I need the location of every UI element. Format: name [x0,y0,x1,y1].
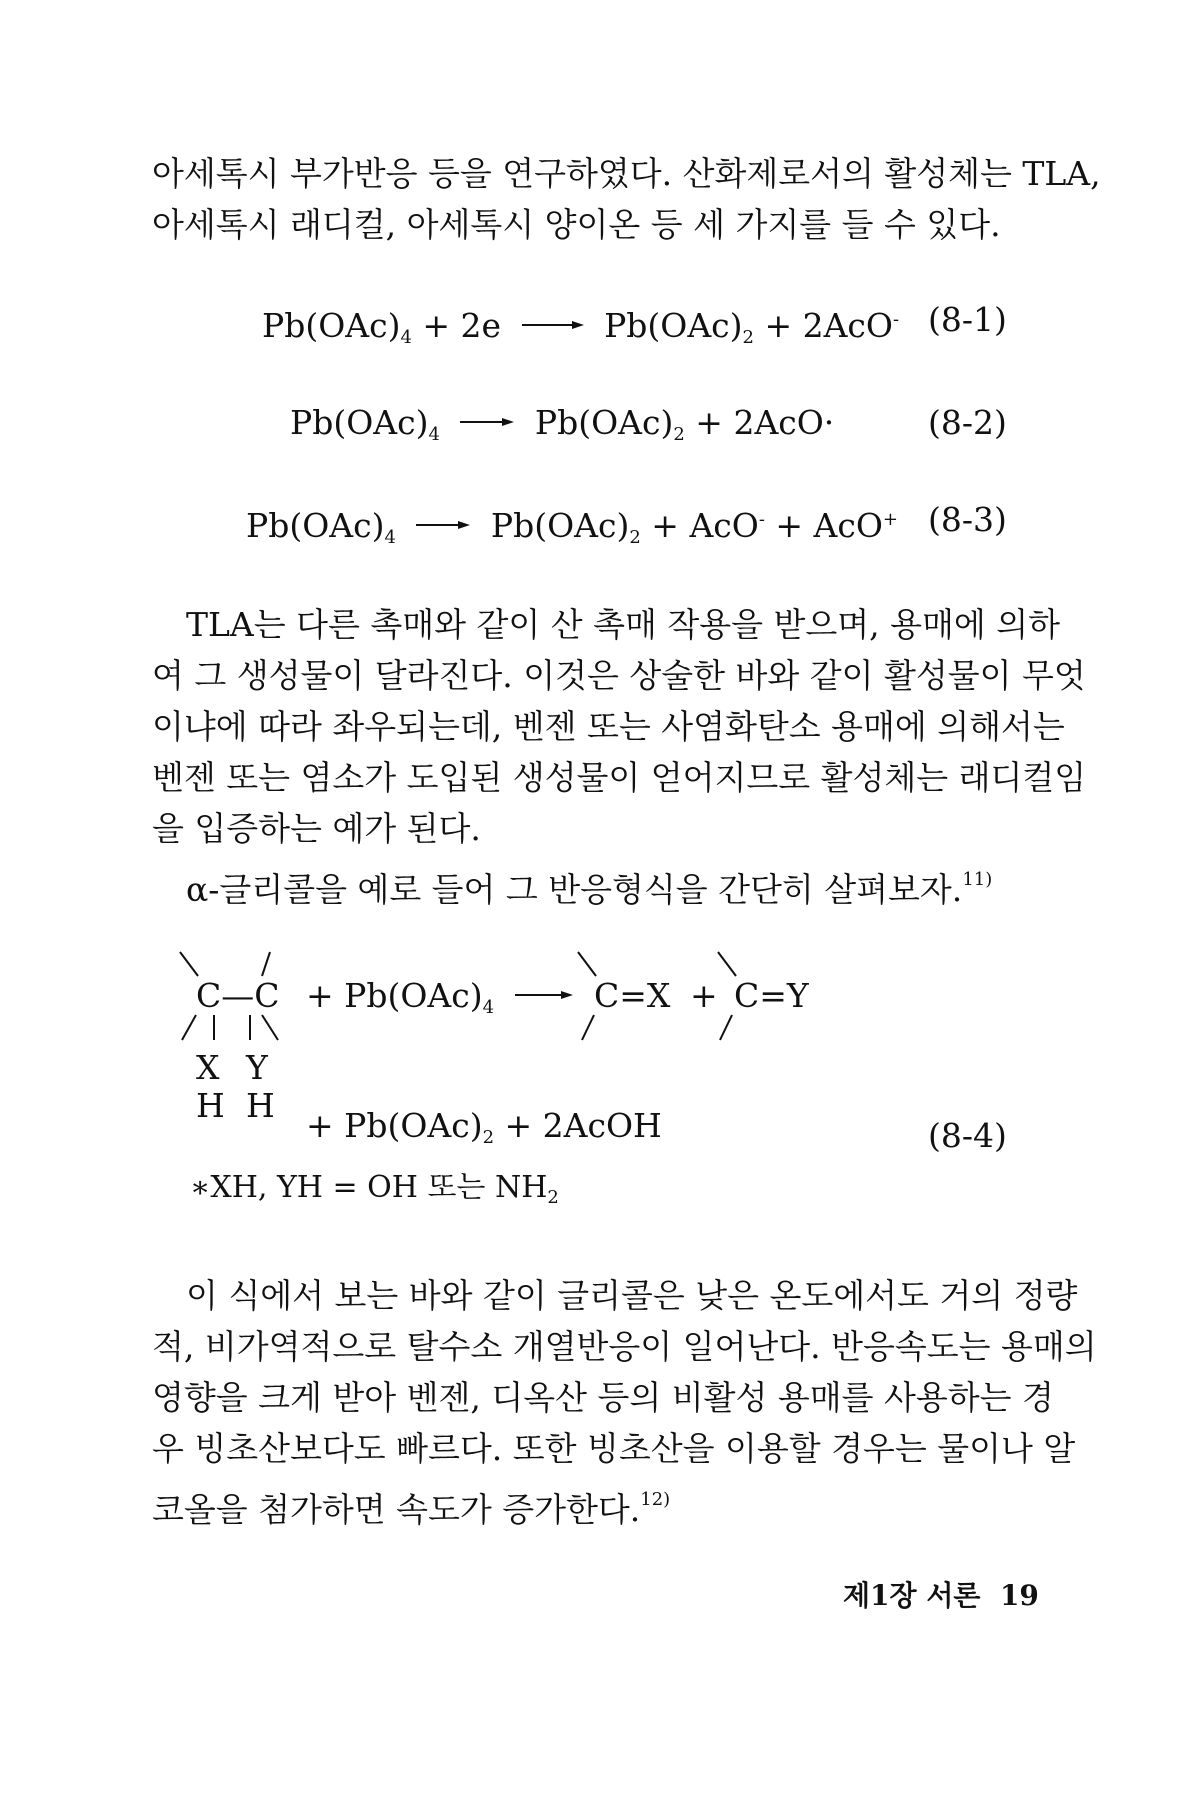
reaction-arrow-icon [515,990,573,1000]
text-line: 아세톡시 부가반응 등을 연구하였다. 산화제로서의 활성체는 TLA, [152,154,1101,193]
plus-sign: + [690,976,718,1015]
paragraph-kinetics [152,1270,1097,1535]
byproducts: + $Pb(OAc)_2$ + 2AcOH [306,1106,662,1148]
text-line: 이 식에서 보는 바와 같이 글리콜은 낮은 온도에서도 거의 정량 [186,1276,1078,1315]
text-line: α-글리콜을 예로 들어 그 반응형식을 간단히 살펴보자. [186,870,963,909]
text-line: 아세톡시 래디컬, 아세톡시 양이온 등 세 가지를 들 수 있다. [152,205,1001,244]
text-line: 우 빙초산보다도 빠르다. 또한 빙초산을 이용할 경우는 물이나 알 [152,1429,1076,1468]
note-substituents: ∗XH, YH = OH 또는 $NH_2$ [190,1170,559,1208]
product-c-y: C=Y [734,976,809,1015]
reference-marker: 12) [640,1489,671,1510]
hydrogen-y: H [246,1086,275,1125]
text-line: 영향을 크게 받아 벤젠, 디옥산 등의 비활성 용매를 사용하는 경 [152,1378,1054,1417]
equation-number: (8-1) [928,300,1007,339]
equation-number: (8-2) [928,403,1007,442]
page-number: 19 [999,1579,1039,1612]
text-line: 적, 비가역적으로 탈수소 개열반응이 일어난다. 반응속도는 용매의 [152,1327,1097,1366]
text-line: 여 그 생성물이 달라진다. 이것은 상술한 바와 같이 활성물이 무엇 [152,656,1086,695]
reagent-lead-tetraacetate: + $Pb(OAc)_4$ [306,978,583,1026]
equation-8-3: $Pb(OAc)_4$ $Pb(OAc)_2 + AcO^- + AcO^+$ [246,506,898,548]
equation-number: (8-4) [928,1116,1007,1155]
equation-8-1: $Pb(OAc)_4 + 2e$ $Pb(OAc)_2 + 2AcO^-$ [262,306,900,348]
equation-8-2: $Pb(OAc)_4$ $Pb(OAc)_2 + 2AcO\cdot$ [290,403,835,445]
glycol-carbons: C—C [196,976,280,1015]
substituent-x: X [196,1048,220,1087]
text-line: 이냐에 따라 좌우되는데, 벤젠 또는 사염화탄소 용매에 의해서는 [152,707,1065,746]
hydrogen-x: H [196,1086,225,1125]
text-line: 벤젠 또는 염소가 도입된 생성물이 얻어지므로 활성체는 래디컬임 [152,758,1087,797]
product-c-x: C=X [594,976,671,1015]
reference-marker: 11) [962,869,993,890]
page-footer [843,1574,1039,1614]
text-line: 코올을 첨가하면 속도가 증가한다. [152,1490,641,1529]
text-line: 을 입증하는 예가 된다. [152,809,481,848]
chapter-title: 제1장 서론 [843,1579,981,1612]
substituent-y: Y [246,1048,268,1087]
equation-number: (8-3) [928,500,1007,539]
text-line: TLA는 다른 촉매와 같이 산 촉매 작용을 받으며, 용매에 의하 [186,605,1060,644]
